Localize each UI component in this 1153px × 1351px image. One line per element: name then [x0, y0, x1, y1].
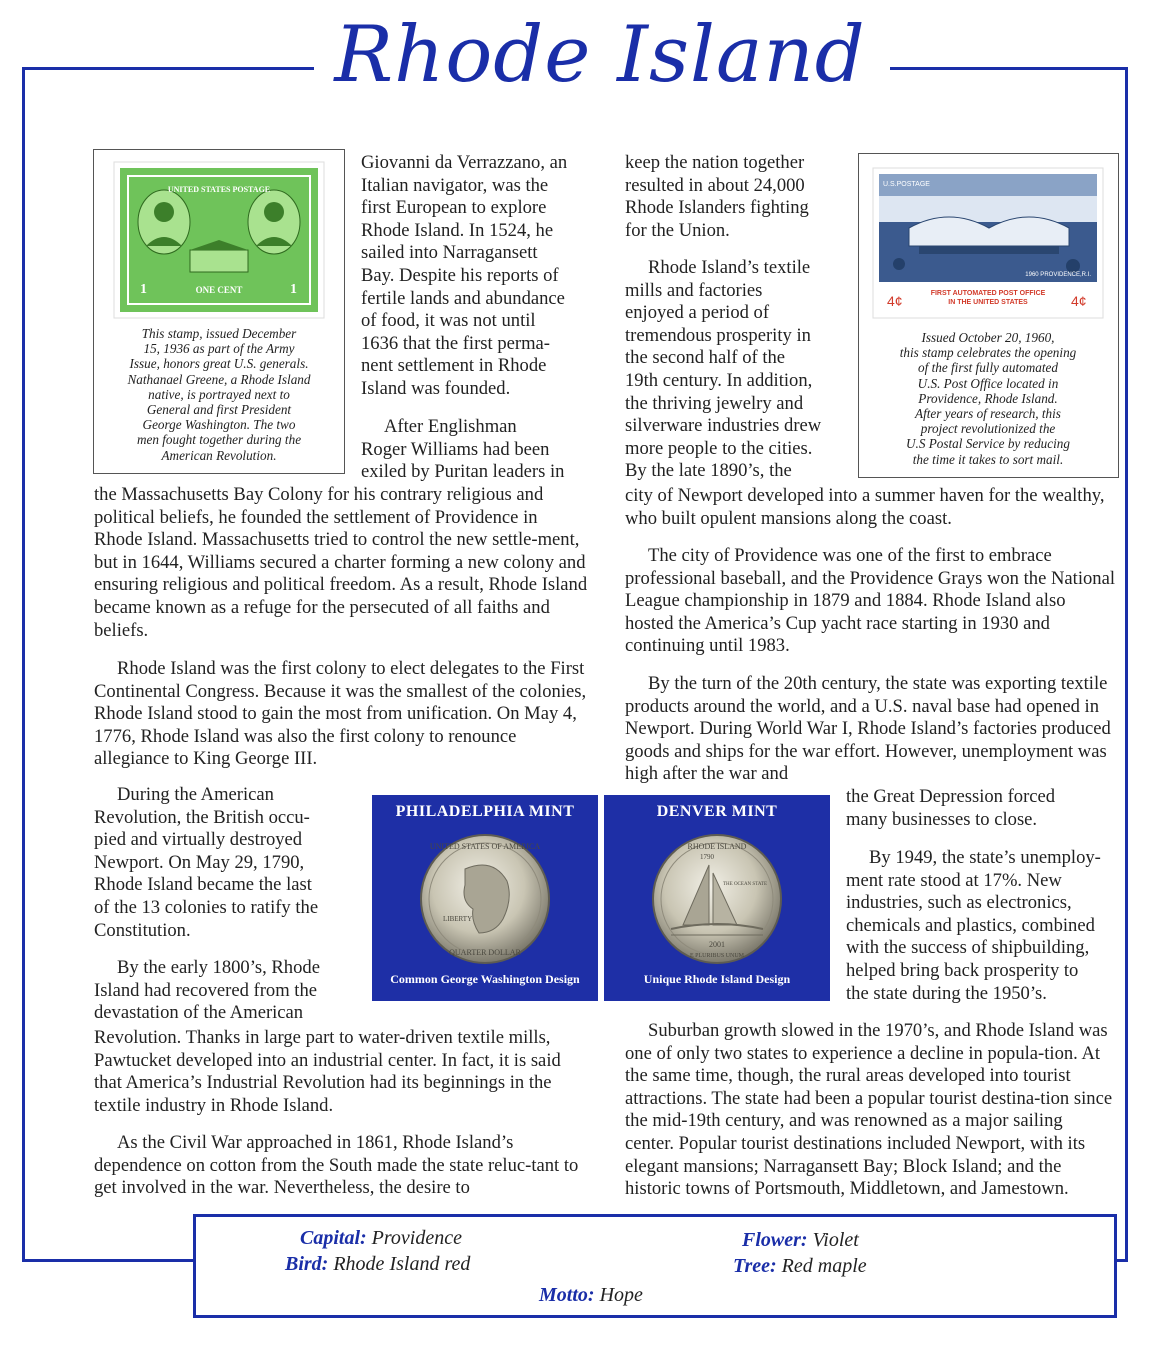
coin-2-motto: THE OCEAN STATE [722, 882, 768, 887]
col2-p4: By the turn of the 20th century, the state was exporting textile products around the world, and a U.S. naval base had opened in Newport. During World War I, Rhode Island’s factories produced goods and ships for the war effort. However, unemployment was high after the war and [625, 673, 1111, 785]
mint-1-title: PHILADELPHIA MINT [395, 803, 575, 820]
stamp-2-denom-right: 4¢ [1071, 293, 1087, 309]
col1-p5-start: By the early 1800’s, Rhode Island had recovered from the devastation of the American [94, 957, 320, 1024]
stamp-1-top-text: UNITED STATES POSTAGE [167, 185, 271, 194]
stamp-1-box [93, 149, 345, 474]
col1-p3: Rhode Island was the first colony to elect delegates to the First Continental Congress. Because it was the smallest of the colonies, Rhode Island stood to gain the most from unification. On May 4, 1776, Rhode Island was also the first colony to renounce allegiance to King George III. [94, 658, 587, 770]
frame-left-line [22, 67, 25, 1262]
post-office-stamp [859, 154, 1118, 324]
coin-1-left: LIBERTY [443, 915, 473, 923]
col1-p1: Giovanni da Verrazzano, an Italian navigator, was the first European to explore Rhode Island. In 1524, he sailed into Narragansett Bay. Despite his reports of fertile lands and abundance of food, it was not until 1636 that the first perma- nent settlement in Rhode Island was founded. [361, 152, 568, 399]
coin-2-bottom: E PLURIBUS UNUM [689, 953, 745, 959]
stamp-1-bottom-text: ONE CENT [195, 285, 243, 295]
col1-p4: During the American Revolution, the British occu- pied and virtually destroyed Newport. On May 29, 1790, Rhode Island became the last of the 13 colonies to ratify the Constitution. [94, 784, 319, 941]
rhode-island-quarter-coin [647, 829, 787, 969]
fact-flower: Flower: Violet [742, 1229, 859, 1251]
state-facts-box [193, 1214, 1117, 1318]
col1-p2-cont: the Massachusetts Bay Colony for his contrary religious and political beliefs, he founded the settlement of Providence in Rhode Island. Massachusetts tried to control the new settle-ment, but in 1644, Williams secured a charter forming a new colony and ensuring religious and political freedom. As a result, Rhode Island became known as a refuge for the persecuted of all faiths and beliefs. [94, 484, 588, 641]
fact-capital: Capital: Providence [300, 1227, 462, 1249]
frame-top-left-line [22, 67, 314, 70]
col1-p2-start: After Englishman Roger Williams had been exiled by Puritan leaders in [361, 416, 565, 483]
mint-2-subtitle: Unique Rhode Island Design [643, 972, 791, 986]
mint-1-subtitle: Common George Washington Design [390, 972, 580, 986]
coin-1-bottom: QUARTER DOLLAR [449, 948, 521, 957]
frame-right-line [1125, 67, 1128, 1262]
coin-1-top: UNITED STATES OF AMERICA [429, 842, 541, 851]
col2-p6: Suburban growth slowed in the 1970’s, and Rhode Island was one of only two states to experience a decline in popula-tion. At the same time, though, the rural areas developed into tourist attractions. The state had been a popular tourist destina-tion since the mid-19th century, and was renowned as a major sailing center. Popular tourist destinations included Newport, with its elegant mansions; Narragansett Bay; Block Island; and the historic towns of Portsmouth, Middletown, and Jamestown. [625, 1020, 1113, 1200]
stamp-2-denom-left: 4¢ [887, 293, 903, 309]
frame-bottom-right-line [1117, 1259, 1128, 1262]
fact-tree: Tree: Red maple [733, 1255, 867, 1277]
fact-bird: Bird: Rhode Island red [285, 1253, 471, 1275]
col2-p2-cont: city of Newport developed into a summer haven for the wealthy, who built opulent mansions along the coast. [625, 485, 1105, 529]
philadelphia-mint-panel [372, 795, 598, 1001]
col1-p6: As the Civil War approached in 1861, Rhode Island’s dependence on cotton from the South made the state reluc-tant to get involved in the war. Nevertheless, the desire to [94, 1132, 579, 1199]
stamp-2-line1: FIRST AUTOMATED POST OFFICE [930, 290, 1046, 297]
col2-p5: By 1949, the state’s unemploy- ment rate stood at 17%. New industries, such as electronics, chemicals and plastics, combined with the success of shipbuilding, helped bring back prosperity to the state during the 1950’s. [846, 847, 1101, 1004]
stamp-2-place: 1960 PROVIDENCE,R.I. [1025, 272, 1091, 278]
stamp-2-top-text: U.S.POSTAGE [883, 181, 930, 188]
frame-top-right-line [890, 67, 1128, 70]
col2-p4-cont: the Great Depression forced many businesses to close. [846, 786, 1056, 830]
mint-2-title: DENVER MINT [656, 803, 778, 820]
army-issue-stamp [94, 150, 344, 330]
stamp-1-denom-right: 1 [290, 282, 297, 297]
stamp-2-box [858, 153, 1119, 478]
coin-2-date: 2001 [709, 940, 725, 949]
stamp-1-denom-left: 1 [140, 282, 147, 297]
coin-2-year: 1790 [700, 853, 714, 861]
denver-mint-panel [604, 795, 830, 1001]
col2-p3: The city of Providence was one of the first to embrace professional baseball, and the Providence Grays won the National League championship in 1879 and 1884. Rhode Island also hosted the America’s Cup yacht race starting in 1930 and continuing until 1983. [625, 545, 1116, 657]
col2-p1: keep the nation together resulted in about 24,000 Rhode Islanders fighting for the Union. [625, 152, 809, 241]
washington-quarter-coin [415, 829, 555, 969]
col2-p2-start: Rhode Island’s textile mills and factories enjoyed a period of tremendous prosperity in the second half of the 19th century. In addition, the thriving jewelry and silverware industries drew more people to the cities. By the late 1890’s, the [625, 257, 822, 482]
coin-2-top: RHODE ISLAND [687, 842, 747, 851]
fact-motto: Motto: Hope [539, 1284, 643, 1306]
col1-p5-cont: Revolution. Thanks in large part to water-driven textile mills, Pawtucket developed into an industrial center. In fact, it is said that America’s Industrial Revolution had its beginnings in the textile industry in Rhode Island. [94, 1027, 561, 1116]
page-title: Rhode Island [334, 10, 866, 100]
stamp-1-caption: This stamp, issued December 15, 1936 as part of the Army Issue, honors great U.S. generals. Nathanael Greene, a Rhode Island native, is portrayed next to General and first President George Washington. The two men fought together during the American Revolution. [127, 326, 311, 463]
stamp-2-line2: IN THE UNITED STATES [948, 299, 1028, 306]
stamp-2-caption: Issued October 20, 1960, this stamp celebrates the opening of the first fully automated U.S. Post Office located in Providence, Rhode Island. After years of research, this project revolutionized the U.S Postal Service by reducing the time it takes to sort mail. [899, 330, 1077, 467]
frame-bottom-left-line [22, 1259, 193, 1262]
